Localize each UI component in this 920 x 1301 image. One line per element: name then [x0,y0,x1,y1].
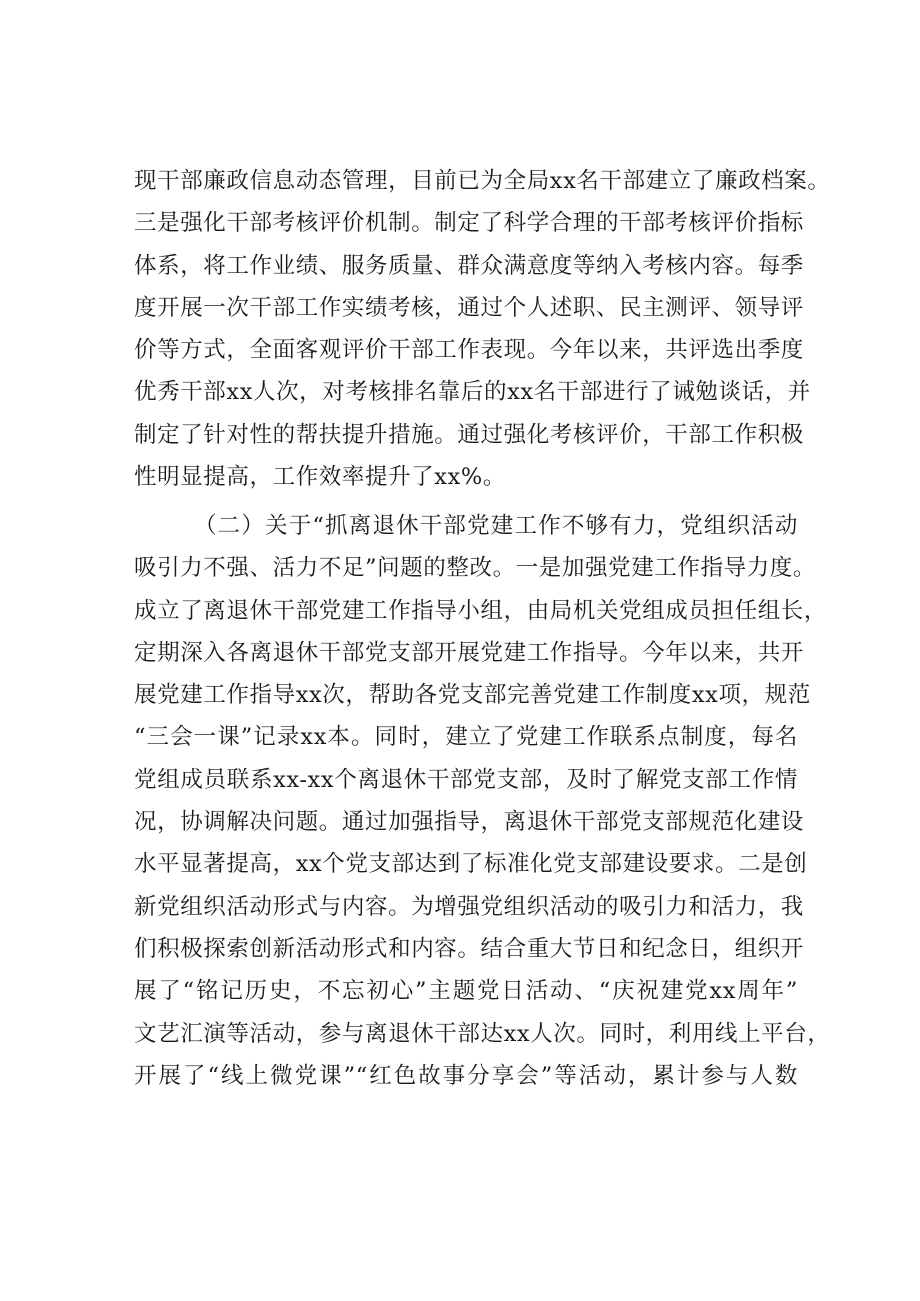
text-line: 价等方式，全面客观评价干部工作表现。今年以来，共评选出季度 [134,337,804,364]
paragraph-retired-cadre-party-building [134,505,831,1097]
text-line: 现干部廉政信息动态管理，目前已为全局xx名干部建立了廉政档案。 [134,168,831,194]
text-line: 制定了针对性的帮扶提升措施。通过强化考核评价，干部工作积极 [134,421,804,448]
text-line: 新党组织活动形式与内容。为增强党组织活动的吸引力和活力，我 [134,893,804,920]
text-line: 定期深入各离退休干部党支部开展党建工作指导。今年以来，共开 [134,639,804,666]
text-line: 文艺汇演等活动，参与离退休干部达xx人次。同时，利用线上平台， [134,1020,831,1047]
text-line: 党组成员联系xx-xx个离退休干部党支部，及时了解党支部工作情 [134,766,798,793]
text-line: 开展了“线上微党课”“红色故事分享会”等活动，累计参与人数 [134,1062,798,1089]
text-line: “三会一课”记录xx本。同时，建立了党建工作联系点制度，每名 [134,724,798,751]
text-line: 三是强化干部考核评价机制。制定了科学合理的干部考核评价指标 [134,210,804,237]
text-line: 吸引力不强、活力不足”问题的整改。一是加强党建工作指导力度。 [134,555,817,582]
text-line: 展了“铭记历史，不忘初心”主题党日活动、“庆祝建党xx周年” [134,978,798,1005]
paragraph-cadre-evaluation [134,160,831,498]
text-line: 优秀干部xx人次，对考核排名靠后的xx名干部进行了诫勉谈话，并 [134,379,811,406]
text-line: 况，协调解决问题。通过加强指导，离退休干部党支部规范化建设 [134,809,804,836]
text-line: 成立了离退休干部党建工作指导小组，由局机关党组成员担任组长， [134,597,828,624]
text-line: 性明显提高，工作效率提升了xx%。 [134,464,506,491]
text-line: 度开展一次干部工作实绩考核，通过个人述职、民主测评、领导评 [134,294,804,321]
text-line: （二）关于“抓离退休干部党建工作不够有力，党组织活动 [194,513,798,539]
text-line: 展党建工作指导xx次，帮助各党支部完善党建工作制度xx项，规范 [134,682,811,709]
text-line: 体系，将工作业绩、服务质量、群众满意度等纳入考核内容。每季 [134,252,804,279]
text-line: 们积极探索创新活动形式和内容。结合重大节日和纪念日，组织开 [134,935,804,962]
text-line: 水平显著提高，xx个党支部达到了标准化党支部建设要求。二是创 [134,851,808,878]
